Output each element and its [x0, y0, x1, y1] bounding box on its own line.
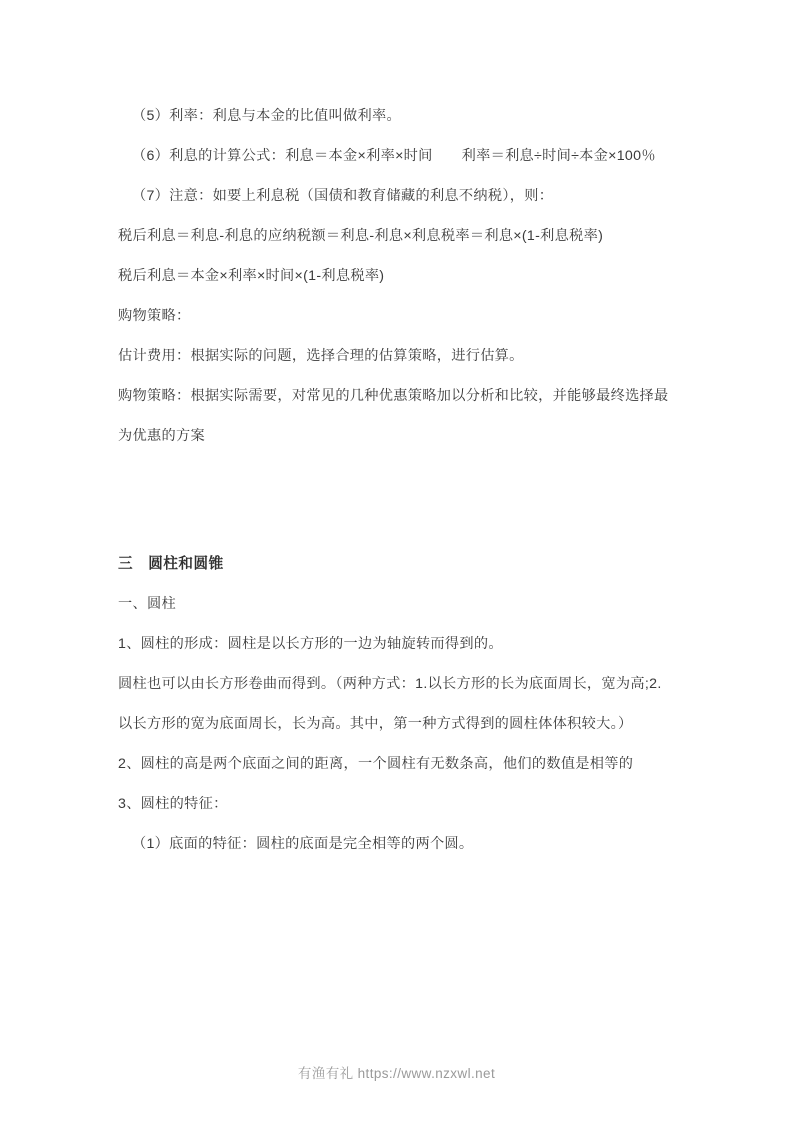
- paragraph-after-tax-interest-formula-2: 税后利息＝本金×利率×时间×(1-利息税率): [118, 268, 385, 284]
- footer-watermark: 有渔有礼 https://www.nzxwl.net: [297, 1066, 496, 1081]
- paragraph-cylinder-base-feature: （1）底面的特征：圆柱的底面是完全相等的两个圆。: [132, 836, 474, 852]
- paragraph-subsection-cylinder: 一、圆柱: [118, 596, 176, 612]
- document-content: [118, 96, 676, 864]
- section-heading-cylinder-and-cone: 三 圆柱和圆锥: [118, 556, 224, 572]
- paragraph-cylinder-height: 2、圆柱的高是两个底面之间的距离，一个圆柱有无数条高，他们的数值是相等的: [118, 756, 634, 772]
- paragraph-cylinder-features-title: 3、圆柱的特征：: [118, 796, 228, 812]
- paragraph-shopping-strategy-detail: 购物策略：根据实际需要，对常见的几种优惠策略加以分析和比较，并能够最终选择最为优惠的方案: [118, 388, 669, 444]
- paragraph-cylinder-from-rectangle: 圆柱也可以由长方形卷曲而得到。（两种方式：1.以长方形的长为底面周长，宽为高;2.以长方形的宽为底面周长，长为高。其中，第一种方式得到的圆柱体体积较大。）: [118, 676, 662, 732]
- paragraph-cylinder-formation: 1、圆柱的形成：圆柱是以长方形的一边为轴旋转而得到的。: [118, 636, 503, 652]
- section-spacer: [118, 456, 676, 544]
- paragraph-interest-formula: （6）利息的计算公式：利息＝本金×利率×时间 利率＝利息÷时间÷本金×100％: [132, 148, 656, 164]
- paragraph-shopping-strategy-title: 购物策略：: [118, 308, 191, 324]
- paragraph-interest-rate-definition: （5）利率：利息与本金的比值叫做利率。: [132, 108, 401, 124]
- paragraph-estimate-cost: 估计费用：根据实际的问题，选择合理的估算策略，进行估算。: [118, 348, 524, 364]
- paragraph-after-tax-interest-formula-1: 税后利息＝利息-利息的应纳税额＝利息-利息×利息税率＝利息×(1-利息税率): [118, 228, 604, 244]
- paragraph-interest-tax-note: （7）注意：如要上利息税（国债和教育储藏的利息不纳税），则：: [132, 188, 554, 204]
